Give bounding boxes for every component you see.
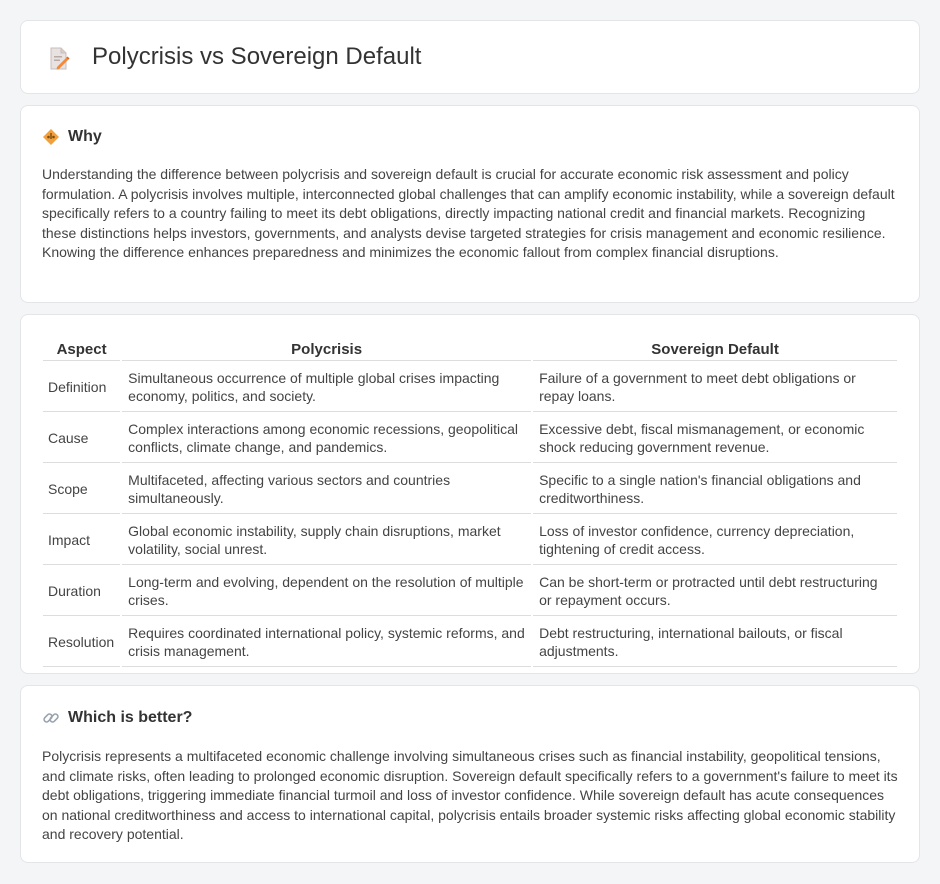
comparison-section [20,314,920,674]
aspect-cell: Scope [43,465,120,514]
sovereign-cell: Failure of a government to meet debt obligations or repay loans. [533,363,897,412]
aspect-cell: Definition [43,363,120,412]
why-text: Understanding the difference between polycrisis and sovereign default is crucial for accurate economic risk assessment and policy formulation. A polycrisis involves multiple, interconnected global challenges that can amplify economic instability, while a sovereign default specifically refers to a country failing to meet its debt obligations, directly impacting national credit and financial markets. Recognizing these distinctions helps investors, governments, and analysts devise targeted strategies for crisis management and economic resilience. Knowing the difference enhances preparedness and minimizes the economic fallout from complex financial disruptions. [42,166,895,260]
comparison-table [41,336,899,669]
table-row [43,516,897,565]
table-row [43,414,897,463]
link-icon [42,709,60,727]
polycrisis-cell: Multifaceted, affecting various sectors and countries simultaneously. [122,465,531,514]
which-title: Which is better? [68,709,193,726]
diamond-warning-icon [42,128,60,146]
polycrisis-cell: Simultaneous occurrence of multiple global crises impacting economy, politics, and society. [122,363,531,412]
header-card [20,20,920,94]
polycrisis-cell: Requires coordinated international policy, systemic reforms, and crisis management. [122,618,531,667]
document-pencil-icon [48,47,70,71]
sovereign-cell: Debt restructuring, international bailouts, or fiscal adjustments. [533,618,897,667]
polycrisis-cell: Complex interactions among economic recessions, geopolitical conflicts, climate change, and pandemics. [122,414,531,463]
aspect-cell: Duration [43,567,120,616]
sovereign-cell: Can be short-term or protracted until debt restructuring or repayment occurs. [533,567,897,616]
why-title: Why [68,128,102,145]
table-row [43,618,897,667]
sovereign-cell: Excessive debt, fiscal mismanagement, or economic shock reducing government revenue. [533,414,897,463]
header-polycrisis: Polycrisis [122,338,531,361]
why-section [20,105,920,303]
polycrisis-cell: Long-term and evolving, dependent on the resolution of multiple crises. [122,567,531,616]
which-section [20,685,920,863]
sovereign-cell: Loss of investor confidence, currency depreciation, tightening of credit access. [533,516,897,565]
aspect-cell: Impact [43,516,120,565]
aspect-cell: Resolution [43,618,120,667]
table-row [43,465,897,514]
table-row [43,567,897,616]
header-aspect: Aspect [43,338,120,361]
which-text: Polycrisis represents a multifaceted economic challenge involving simultaneous crises such as financial instability, geopolitical tensions, and climate risks, often leading to prolonged economic disruption. Sovereign default specifically refers to a government's failure to meet its debt obligations, triggering immediate financial turmoil and loss of investor confidence. While sovereign default has acute consequences on national creditworthiness and access to international capital, polycrisis entails broader systemic risks affecting global economic stability and recovery potential. [42,748,898,842]
polycrisis-cell: Global economic instability, supply chain disruptions, market volatility, social unrest. [122,516,531,565]
which-heading [42,709,192,727]
why-heading [42,128,102,146]
page-title: Polycrisis vs Sovereign Default [92,43,422,70]
sovereign-cell: Specific to a single nation's financial obligations and creditworthiness. [533,465,897,514]
table-row [43,363,897,412]
header-sovereign-default: Sovereign Default [533,338,897,361]
aspect-cell: Cause [43,414,120,463]
